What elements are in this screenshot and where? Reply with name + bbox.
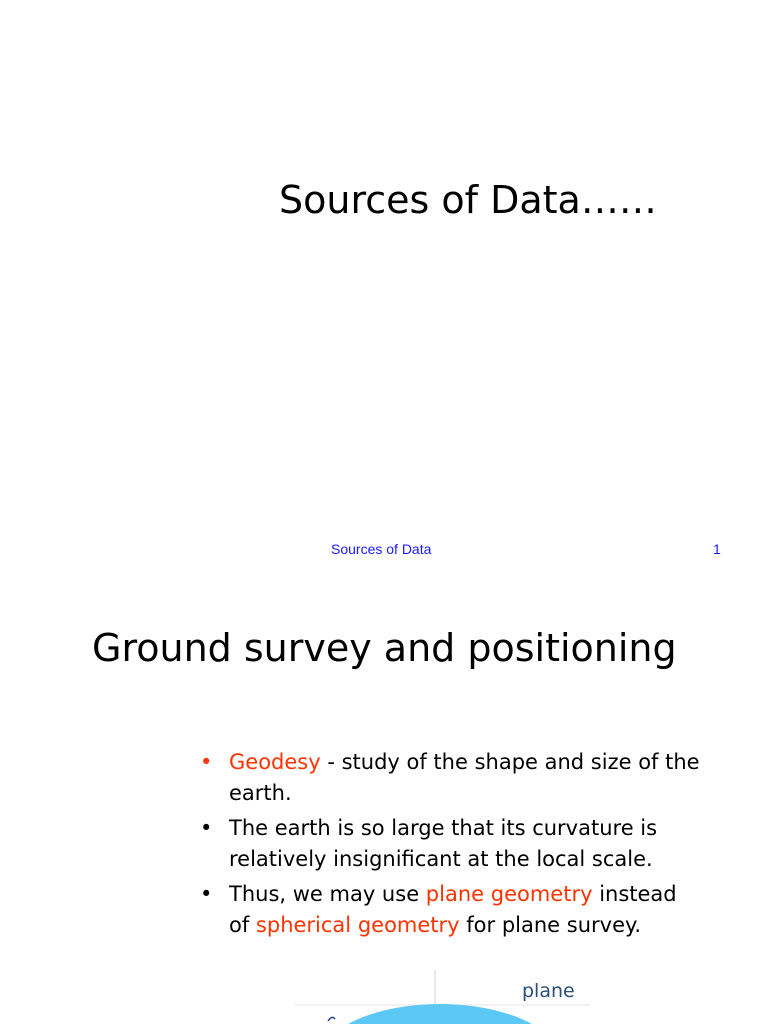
list-item (200, 813, 700, 875)
bullet-list (200, 747, 700, 945)
bullet-icon: • (200, 750, 213, 774)
highlight-term: Geodesy (229, 750, 321, 774)
bullet-text: Thus, we may use (229, 882, 426, 906)
bullet-icon: • (200, 882, 213, 906)
plane-label: plane (522, 980, 575, 1002)
slide-title: Ground survey and positioning (92, 626, 677, 670)
page-number: 1 (713, 541, 721, 557)
bullet-text: The earth is so large that its curvature is relatively insignificant at the local scale. (229, 816, 658, 871)
slide-title: Sources of Data…… (279, 178, 657, 222)
diagram-svg (290, 965, 600, 1024)
footer-label: Sources of Data (331, 541, 432, 557)
list-item (200, 747, 700, 809)
earth-plane-diagram (290, 965, 600, 1024)
bullet-text: for plane survey. (459, 913, 642, 937)
highlight-term: plane geometry (425, 882, 593, 906)
highlight-term: spherical geometry (255, 913, 460, 937)
pointer-mark (328, 1017, 335, 1021)
earth-shape (320, 1004, 560, 1024)
bullet-icon: • (200, 816, 213, 840)
list-item (200, 879, 700, 941)
bullet-text: - study of the shape and size of the earth. (229, 750, 700, 805)
bullet-text: instead of (229, 882, 677, 937)
